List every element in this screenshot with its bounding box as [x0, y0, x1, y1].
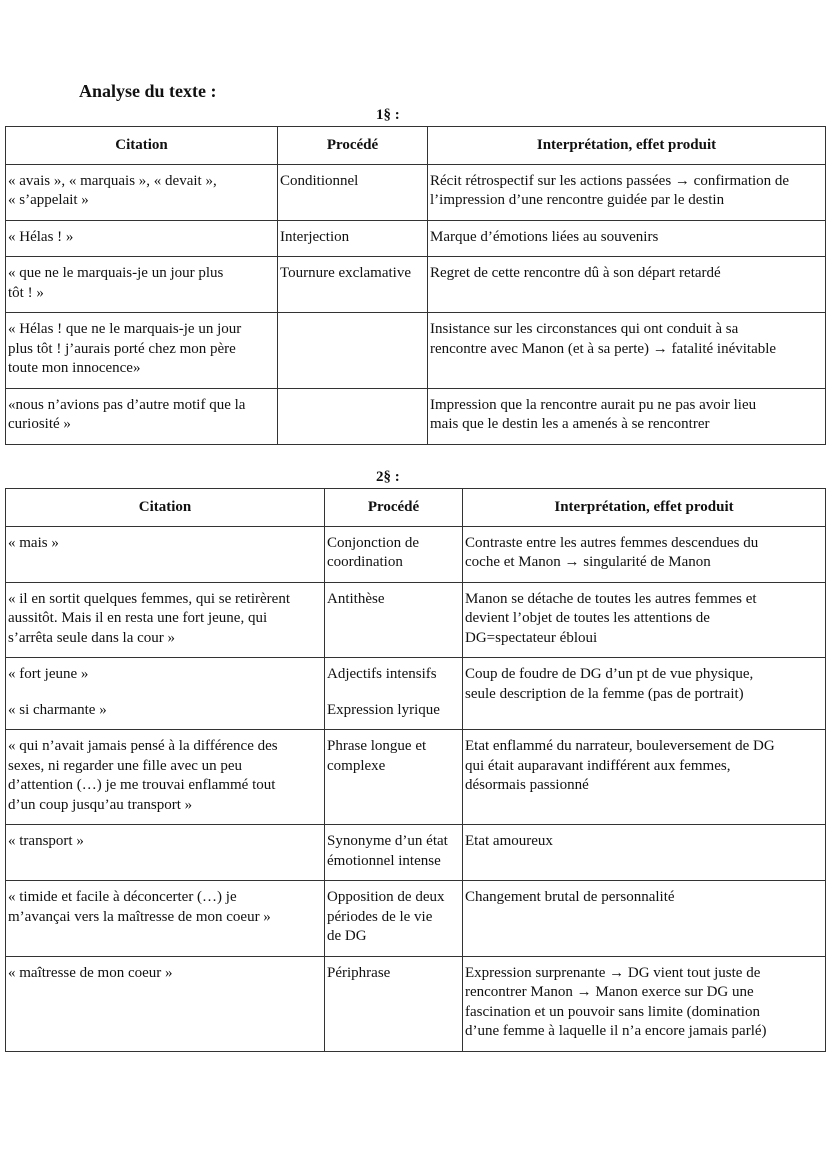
cell-line: mais que le destin les a amenés à se rencontrer: [430, 416, 710, 432]
interpretation-cell: [463, 825, 826, 881]
cell-line: Tournure exclamative: [280, 265, 411, 281]
procede-cell: [325, 881, 463, 957]
citation-cell: [6, 881, 325, 957]
table-row: [6, 526, 826, 582]
citation-cell: [6, 164, 278, 220]
cell-line: s’arrêta seule dans la cour »: [8, 629, 176, 646]
cell-line: « que ne le marquais-je un jour plus: [8, 265, 224, 281]
table-row: [6, 164, 826, 220]
cell-line: d’attention (…) je me trouvai enflammé tout: [8, 777, 276, 793]
page-title: Analyse du texte :: [79, 81, 217, 101]
interpretation-cell: [428, 388, 826, 444]
cell-line: sexes, ni regarder une fille avec un peu: [8, 757, 243, 774]
cell-line: Adjectifs intensifs: [327, 666, 437, 682]
interpretation-cell: [463, 582, 826, 658]
cell-line: Expression lyrique: [327, 701, 440, 718]
table-header-row: [6, 489, 826, 527]
procede-cell: [278, 388, 428, 444]
cell-line: Marque d’émotions liées au souvenirs: [430, 228, 659, 245]
cell-line: Périphrase: [327, 964, 391, 981]
cell-line: Antithèse: [327, 590, 385, 607]
cell-line: désormais passionné: [465, 777, 589, 793]
procede-cell: [325, 730, 463, 825]
cell-line: Manon se détache de toutes les autres femmes et: [465, 590, 757, 607]
citation-cell: [6, 220, 278, 257]
cell-line: «nous n’avions pas d’autre motif que la: [8, 396, 246, 413]
table-row: [6, 257, 826, 313]
table-header-row: [6, 127, 826, 165]
interpretation-cell: [428, 313, 826, 389]
citation-cell: [6, 388, 278, 444]
interpretation-cell: [463, 526, 826, 582]
cell-line: Etat enflammé du narrateur, bouleversement de DG: [465, 738, 775, 754]
cell-line: coche et Manon → singularité de Manon: [465, 554, 711, 570]
cell-line: Phrase longue et: [327, 738, 427, 754]
cell-line: Impression que la rencontre aurait pu ne pas avoir lieu: [430, 396, 757, 413]
cell-line: Récit rétrospectif sur les actions passées → confirmation de: [430, 172, 790, 189]
table-row: [6, 313, 826, 389]
table-row: [6, 730, 826, 825]
header-procede: Procédé: [278, 127, 428, 165]
table-row: [6, 956, 826, 1051]
cell-line: Regret de cette rencontre dû à son départ retardé: [430, 265, 721, 281]
cell-line: Contraste entre les autres femmes descendues du: [465, 534, 759, 551]
procede-cell: [278, 257, 428, 313]
section-label-2: 2§ :: [376, 469, 400, 485]
analysis-table-2: [5, 488, 826, 1052]
cell-line: qui était auparavant indifférent aux femmes,: [465, 757, 731, 774]
cell-line: tôt ! »: [8, 284, 44, 301]
line-gap: [8, 685, 322, 701]
header-interpretation: Interprétation, effet produit: [463, 489, 826, 527]
cell-line: « qui n’avait jamais pensé à la différence des: [8, 738, 278, 754]
cell-line: aussitôt. Mais il en resta une fort jeune, qui: [8, 610, 268, 626]
line-gap: [327, 685, 460, 701]
cell-line: Changement brutal de personnalité: [465, 889, 675, 905]
cell-line: plus tôt ! j’aurais porté chez mon père: [8, 340, 236, 357]
table-row: [6, 881, 826, 957]
cell-line: Interjection: [280, 228, 350, 245]
citation-cell: [6, 313, 278, 389]
cell-line: Insistance sur les circonstances qui ont conduit à sa: [430, 321, 739, 337]
cell-line: d’un coup jusqu’au transport »: [8, 796, 193, 813]
procede-cell: [325, 956, 463, 1051]
analysis-table-1: [5, 126, 826, 445]
cell-line: émotionnel intense: [327, 852, 441, 869]
table-row: [6, 220, 826, 257]
cell-line: complexe: [327, 757, 386, 774]
interpretation-cell: [428, 257, 826, 313]
cell-line: rencontre avec Manon (et à sa perte) → fatalité inévitable: [430, 340, 777, 357]
section-label-1: 1§ :: [376, 107, 400, 123]
header-citation: Citation: [6, 489, 325, 527]
cell-line: rencontrer Manon → Manon exerce sur DG une: [465, 984, 754, 1000]
citation-cell: [6, 526, 325, 582]
cell-line: « fort jeune »: [8, 666, 89, 682]
citation-cell: [6, 730, 325, 825]
procede-cell: [325, 582, 463, 658]
cell-line: « Hélas ! que ne le marquais-je un jour: [8, 321, 242, 337]
procede-cell: [325, 825, 463, 881]
cell-line: DG=spectateur ébloui: [465, 629, 598, 646]
citation-cell: [6, 956, 325, 1051]
cell-line: Conditionnel: [280, 172, 359, 189]
cell-line: devient l’objet de toutes les attentions de: [465, 610, 710, 626]
interpretation-cell: [463, 956, 826, 1051]
cell-line: « mais »: [8, 534, 59, 551]
procede-cell: [325, 526, 463, 582]
cell-line: « il en sortit quelques femmes, qui se retirèrent: [8, 590, 291, 607]
interpretation-cell: [428, 164, 826, 220]
interpretation-cell: [463, 730, 826, 825]
cell-line: de DG: [327, 928, 367, 944]
cell-line: Expression surprenante → DG vient tout juste de: [465, 964, 761, 981]
procede-cell: [278, 220, 428, 257]
interpretation-cell: [463, 658, 826, 730]
cell-line: Coup de foudre de DG d’un pt de vue physique,: [465, 666, 754, 682]
cell-line: Synonyme d’un état: [327, 833, 448, 849]
interpretation-cell: [463, 881, 826, 957]
cell-line: d’une femme à laquelle il n’a encore jamais parlé): [465, 1023, 767, 1039]
interpretation-cell: [428, 220, 826, 257]
cell-line: « s’appelait »: [8, 192, 89, 208]
header-citation: Citation: [6, 127, 278, 165]
table-row: [6, 825, 826, 881]
header-procede: Procédé: [325, 489, 463, 527]
header-interpretation: Interprétation, effet produit: [428, 127, 826, 165]
citation-cell: [6, 658, 325, 730]
cell-line: toute mon innocence»: [8, 360, 141, 376]
cell-line: « maîtresse de mon coeur »: [8, 964, 173, 981]
table-row: [6, 388, 826, 444]
cell-line: Opposition de deux: [327, 889, 445, 905]
procede-cell: [278, 164, 428, 220]
table-row: [6, 582, 826, 658]
cell-line: « Hélas ! »: [8, 228, 74, 245]
cell-line: périodes de le vie: [327, 908, 433, 925]
cell-line: « avais », « marquais », « devait »,: [8, 172, 217, 189]
citation-cell: [6, 582, 325, 658]
citation-cell: [6, 257, 278, 313]
cell-line: fascination et un pouvoir sans limite (domination: [465, 1003, 760, 1020]
citation-cell: [6, 825, 325, 881]
cell-line: Etat amoureux: [465, 833, 553, 849]
cell-line: « si charmante »: [8, 701, 107, 718]
cell-line: « timide et facile à déconcerter (…) je: [8, 889, 237, 905]
cell-line: coordination: [327, 554, 403, 570]
table-row: [6, 658, 826, 730]
procede-cell: [278, 313, 428, 389]
procede-cell: [325, 658, 463, 730]
cell-line: seule description de la femme (pas de portrait): [465, 685, 744, 702]
cell-line: Conjonction de: [327, 534, 420, 551]
cell-line: l’impression d’une rencontre guidée par le destin: [430, 192, 725, 208]
cell-line: « transport »: [8, 833, 84, 849]
cell-line: curiosité »: [8, 416, 71, 432]
cell-line: m’avançai vers la maîtresse de mon coeur »: [8, 908, 271, 925]
